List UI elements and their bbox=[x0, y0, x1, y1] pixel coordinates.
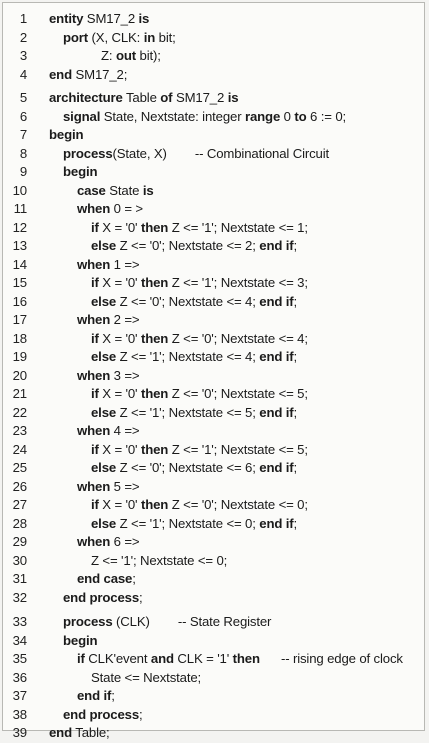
code-listing-panel bbox=[2, 2, 425, 740]
keyword-token: in bbox=[143, 29, 156, 45]
line-number: 21 bbox=[12, 386, 27, 401]
code-token: (CLK) -- State Register bbox=[112, 614, 272, 629]
code-token: 4 => bbox=[110, 423, 140, 438]
code-text bbox=[63, 28, 176, 48]
code-token: Z <= '0'; Nextstate <= 0; bbox=[168, 497, 308, 512]
code-token: X = '0' bbox=[98, 386, 141, 401]
keyword-token: and bbox=[150, 651, 174, 666]
keyword-token: then bbox=[232, 651, 260, 666]
line-number: 1 bbox=[19, 11, 27, 26]
line-number: 5 bbox=[19, 90, 27, 105]
code-text bbox=[77, 199, 143, 219]
code-token: X = '0' bbox=[98, 275, 141, 290]
keyword-token: end case bbox=[77, 571, 133, 586]
keyword-token: end process bbox=[63, 589, 140, 605]
code-token: SM17_2 bbox=[172, 90, 228, 105]
keyword-token: range bbox=[244, 108, 281, 124]
code-text bbox=[91, 236, 297, 256]
keyword-token: end process bbox=[63, 706, 140, 722]
code-token: ; bbox=[293, 349, 298, 364]
code-text bbox=[77, 569, 136, 589]
line-number: 25 bbox=[12, 460, 27, 475]
keyword-token: else bbox=[91, 293, 117, 309]
code-text bbox=[49, 723, 110, 743]
line-number: 28 bbox=[12, 515, 27, 531]
line-number: 37 bbox=[12, 688, 27, 703]
code-token: Z <= '0'; Nextstate <= 5; bbox=[168, 386, 308, 401]
code-text bbox=[77, 366, 139, 386]
code-text bbox=[101, 46, 161, 66]
line-number: 27 bbox=[12, 497, 27, 512]
keyword-token: end if bbox=[259, 238, 294, 253]
keyword-token: when bbox=[77, 312, 111, 327]
keyword-token: else bbox=[91, 404, 117, 420]
keyword-token: then bbox=[140, 441, 169, 457]
keyword-token: when bbox=[77, 423, 111, 438]
keyword-token: else bbox=[91, 515, 117, 531]
line-number: 11 bbox=[13, 201, 27, 216]
keyword-token: then bbox=[140, 386, 169, 401]
keyword-token: else bbox=[91, 460, 117, 475]
code-text bbox=[77, 649, 403, 669]
code-text bbox=[91, 668, 201, 688]
keyword-token: if bbox=[91, 386, 99, 401]
line-number: 6 bbox=[19, 108, 27, 124]
code-text bbox=[77, 686, 115, 706]
code-text bbox=[49, 9, 149, 29]
code-token: Z <= '1'; Nextstate <= 5; bbox=[116, 404, 260, 420]
keyword-token: if bbox=[77, 651, 85, 666]
code-text bbox=[77, 181, 154, 201]
code-token: Z <= '1'; Nextstate <= 5; bbox=[168, 441, 308, 457]
code-text bbox=[91, 403, 297, 423]
code-token: ; bbox=[293, 293, 298, 309]
code-text bbox=[49, 65, 127, 85]
code-token: Z <= '1'; Nextstate <= 1; bbox=[168, 219, 308, 235]
keyword-token: process bbox=[63, 145, 113, 161]
code-text bbox=[91, 384, 308, 404]
line-number: 33 bbox=[12, 614, 27, 629]
line-number: 35 bbox=[12, 651, 27, 666]
code-text bbox=[91, 292, 297, 312]
line-number: 8 bbox=[19, 145, 27, 161]
keyword-token: end if bbox=[259, 515, 294, 531]
line-number: 14 bbox=[12, 256, 27, 272]
code-token: bit); bbox=[136, 48, 161, 63]
code-token: Z <= '1'; Nextstate <= 4; bbox=[116, 349, 260, 364]
keyword-token: else bbox=[91, 238, 117, 253]
line-number: 36 bbox=[12, 669, 27, 685]
line-number: 32 bbox=[12, 589, 27, 605]
code-token: SM17_2 bbox=[83, 11, 139, 26]
keyword-token: end if bbox=[259, 293, 294, 309]
code-token: Z <= '1'; Nextstate <= 3; bbox=[168, 275, 308, 290]
code-token: 0 bbox=[280, 108, 295, 124]
code-token: Z <= '0'; Nextstate <= 2; bbox=[116, 238, 260, 253]
code-text bbox=[91, 514, 297, 534]
keyword-token: end bbox=[49, 66, 72, 82]
code-token: ; bbox=[293, 238, 298, 253]
code-text bbox=[63, 144, 329, 164]
code-text bbox=[49, 125, 83, 145]
code-token: Table bbox=[122, 90, 161, 105]
line-number: 13 bbox=[12, 238, 27, 253]
code-token: ; bbox=[111, 688, 115, 703]
line-number: 23 bbox=[12, 423, 27, 438]
line-number: 39 bbox=[12, 725, 27, 740]
code-text bbox=[77, 421, 139, 441]
code-text bbox=[77, 310, 139, 330]
line-number: 4 bbox=[19, 66, 27, 82]
keyword-token: signal bbox=[63, 108, 101, 124]
keyword-token: case bbox=[77, 182, 106, 198]
keyword-token: then bbox=[140, 330, 169, 346]
line-number: 19 bbox=[12, 349, 27, 364]
code-token: Z <= '1'; Nextstate <= 0; bbox=[91, 552, 228, 568]
keyword-token: when bbox=[77, 534, 111, 549]
line-number: 7 bbox=[19, 127, 27, 142]
code-token: Z <= '0'; Nextstate <= 4; bbox=[168, 330, 308, 346]
keyword-token: out bbox=[115, 48, 136, 63]
code-token: X = '0' bbox=[98, 497, 141, 512]
code-token: State <= Nextstate; bbox=[91, 669, 202, 685]
line-number: 10 bbox=[12, 182, 27, 198]
keyword-token: is bbox=[138, 11, 150, 26]
keyword-token: if bbox=[91, 441, 99, 457]
keyword-token: then bbox=[140, 219, 169, 235]
keyword-token: else bbox=[91, 349, 117, 364]
code-token: 2 => bbox=[110, 312, 140, 327]
keyword-token: begin bbox=[63, 164, 98, 179]
code-token: -- rising edge of clock bbox=[259, 651, 403, 666]
code-text bbox=[77, 477, 139, 497]
code-text bbox=[77, 255, 139, 275]
keyword-token: if bbox=[91, 497, 99, 512]
keyword-token: begin bbox=[49, 127, 84, 142]
code-text bbox=[63, 588, 143, 608]
keyword-token: architecture bbox=[49, 90, 123, 105]
line-number: 17 bbox=[12, 312, 27, 327]
code-token: 6 => bbox=[110, 534, 140, 549]
code-token: 6 := 0; bbox=[306, 108, 347, 124]
keyword-token: then bbox=[140, 275, 169, 290]
code-token: ; bbox=[293, 460, 298, 475]
code-text bbox=[91, 458, 297, 478]
code-token: State bbox=[105, 182, 143, 198]
keyword-token: end if bbox=[259, 349, 294, 364]
line-number: 34 bbox=[12, 632, 27, 648]
code-text bbox=[91, 218, 308, 238]
code-text bbox=[91, 495, 308, 515]
code-text bbox=[63, 162, 97, 182]
line-number: 3 bbox=[19, 48, 27, 63]
keyword-token: to bbox=[294, 108, 307, 124]
keyword-token: when bbox=[77, 201, 111, 216]
code-token: X = '0' bbox=[98, 441, 141, 457]
line-number: 15 bbox=[12, 275, 27, 290]
code-token: ; bbox=[293, 404, 298, 420]
code-token: 3 => bbox=[110, 367, 140, 383]
code-token: ; bbox=[139, 589, 143, 605]
line-number: 9 bbox=[19, 164, 27, 179]
code-lines bbox=[3, 3, 424, 740]
code-token: CLK'event bbox=[84, 651, 151, 666]
code-text bbox=[63, 107, 346, 127]
keyword-token: when bbox=[77, 256, 111, 272]
code-text bbox=[77, 532, 139, 552]
code-text bbox=[63, 612, 271, 632]
code-token: CLK = '1' bbox=[173, 651, 233, 666]
keyword-token: then bbox=[140, 497, 169, 512]
code-token: 0 = > bbox=[110, 201, 143, 216]
keyword-token: if bbox=[91, 275, 99, 290]
code-token: X = '0' bbox=[98, 219, 141, 235]
code-token: (X, CLK: bbox=[88, 29, 144, 45]
keyword-token: is bbox=[227, 90, 239, 105]
code-text bbox=[91, 440, 308, 460]
code-token: 5 => bbox=[110, 478, 140, 494]
keyword-token: if bbox=[91, 219, 99, 235]
keyword-token: end bbox=[49, 725, 72, 740]
code-token: Z <= '1'; Nextstate <= 0; bbox=[116, 515, 260, 531]
line-number: 38 bbox=[12, 706, 27, 722]
keyword-token: process bbox=[63, 614, 113, 629]
code-token: Z <= '0'; Nextstate <= 4; bbox=[116, 293, 260, 309]
keyword-token: end if bbox=[77, 688, 112, 703]
code-token: Table; bbox=[72, 725, 110, 740]
line-number: 12 bbox=[12, 219, 27, 235]
keyword-token: of bbox=[160, 90, 173, 105]
line-number: 31 bbox=[12, 571, 27, 586]
line-number: 16 bbox=[12, 293, 27, 309]
code-text bbox=[91, 273, 308, 293]
code-text bbox=[91, 329, 308, 349]
keyword-token: end if bbox=[259, 460, 294, 475]
code-token: State, Nextstate: integer bbox=[100, 108, 245, 124]
code-token: ; bbox=[132, 571, 136, 586]
keyword-token: when bbox=[77, 367, 111, 383]
code-token: ; bbox=[293, 515, 298, 531]
code-token: ; bbox=[139, 706, 143, 722]
code-token: Z <= '0'; Nextstate <= 6; bbox=[116, 460, 260, 475]
keyword-token: port bbox=[63, 29, 89, 45]
code-token: bit; bbox=[155, 29, 176, 45]
line-number: 20 bbox=[12, 367, 27, 383]
code-token: X = '0' bbox=[98, 330, 141, 346]
code-text bbox=[63, 705, 143, 725]
code-text bbox=[49, 88, 238, 108]
line-number: 18 bbox=[12, 330, 27, 346]
keyword-token: entity bbox=[49, 11, 84, 26]
line-number: 2 bbox=[19, 29, 27, 45]
line-number: 24 bbox=[12, 441, 27, 457]
line-number: 26 bbox=[12, 478, 27, 494]
line-number: 29 bbox=[12, 534, 27, 549]
code-token: Z: bbox=[101, 48, 116, 63]
code-text bbox=[91, 347, 297, 367]
line-number: 22 bbox=[12, 404, 27, 420]
keyword-token: is bbox=[142, 182, 154, 198]
keyword-token: end if bbox=[259, 404, 294, 420]
keyword-token: if bbox=[91, 330, 99, 346]
code-token: SM17_2; bbox=[72, 66, 128, 82]
keyword-token: when bbox=[77, 478, 111, 494]
code-token: 1 => bbox=[110, 256, 140, 272]
line-number: 30 bbox=[12, 552, 27, 568]
keyword-token: begin bbox=[63, 632, 98, 648]
code-token: (State, X) -- Combinational Circuit bbox=[112, 145, 330, 161]
code-text bbox=[91, 551, 227, 571]
code-text bbox=[63, 631, 97, 651]
